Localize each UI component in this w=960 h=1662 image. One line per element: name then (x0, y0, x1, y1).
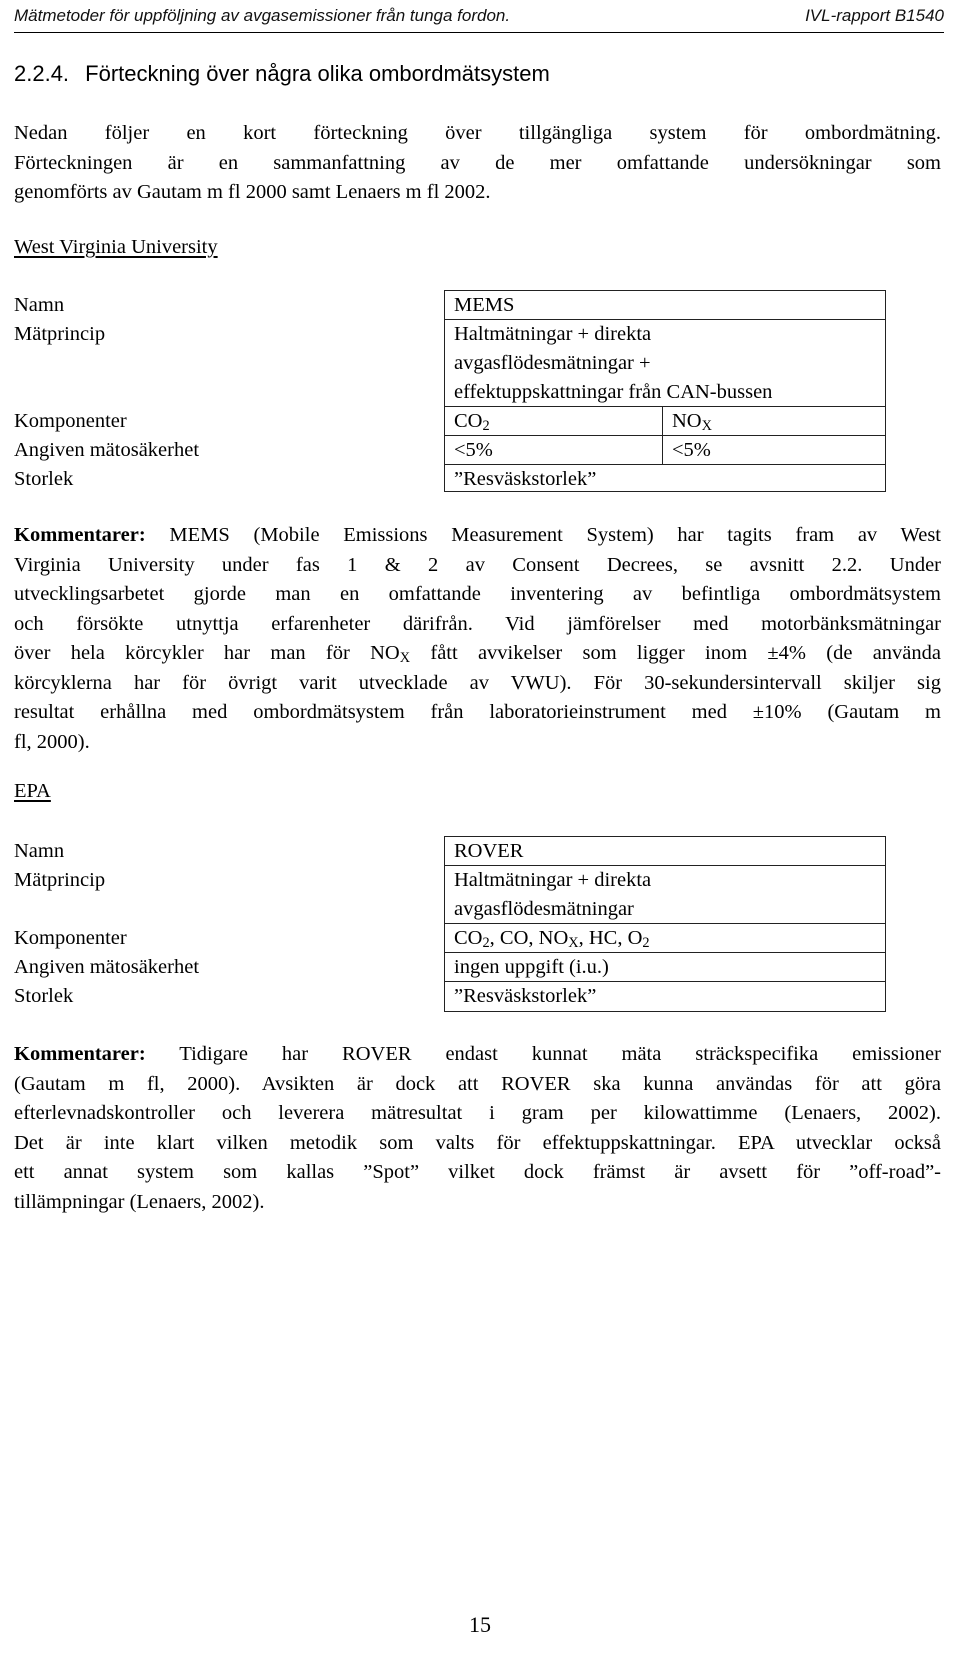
epa-label-namn: Namn (14, 840, 65, 862)
wvu-label-matosakerhet: Angiven mätosäkerhet (14, 439, 200, 461)
wvu-comment-label: Kommentarer: (14, 524, 146, 546)
wvu-comment-line-nox: över hela körcykler har man för $NO_X$ fått avvikelser som ligger inom ±4% (de använda (14, 642, 942, 666)
wvu-matprincip-line: avgasflödesmätningar + (454, 352, 651, 374)
intro-line: Förteckningen är en sammanfattning av de mer omfattande undersökningar som (14, 151, 941, 174)
wvu-label-matprincip: Mätprincip (14, 323, 106, 345)
section-number: 2.2.4. (14, 61, 70, 86)
wvu-comment-line: Virginia University under fas 1 & 2 av Consent Decrees, se avsnitt 2.2. Under (14, 553, 941, 576)
wvu-label-storlek: Storlek (14, 468, 74, 490)
epa-komponenter-value: $CO_2$, CO, $NO_X$, HC, $O_2$ (454, 927, 650, 951)
wvu-storlek-value: ”Resväskstorlek” (454, 468, 597, 490)
wvu-namn-value: MEMS (454, 294, 515, 316)
wvu-osakerhet-co2: <5% (454, 439, 493, 461)
wvu-comment: Kommentarer: MEMS (Mobile Emissions Measurement System) har tagits fram av West Virginia University under fas 1 & 2 av Consent Decrees, se avsnitt 2.2. Under utvecklingsarbetet gjorde man en omfattande inventering av befintliga ombordmätsystem och försökte utnyttja erfarenheter därifrån. Vid jämförelser med motorbänksmätningar över hela körcykler har man för $NO_X$ fått avvikelser som ligger inom ±4% (de använda körcyklerna har för övrigt varit utvecklade av VWU). För 30-sekundersintervall skiljer sig resultat erhållna med ombordmätsystem från laboratorieinstrument med ±10% (Gautam m fl, 2000). (14, 521, 941, 757)
epa-label-matosakerhet: Angiven mätosäkerhet (14, 956, 200, 978)
epa-comment: Kommentarer: Tidigare har ROVER endast kunnat mäta sträckspecifika emissioner (Gautam m fl, 2000). Avsikten är dock att ROVER ska kunna användas för att göra efterlevnadskontroller och leverera mätresultat i gram per kilowattimme (Lenaers, 2002). Det är inte klart vilken metodik som valts för effektuppskattningar. EPA utvecklar också ett annat system som kallas ”Spot” vilket dock främst är avsett för ”off-road”- tillämpningar (Lenaers, 2002). (14, 1040, 941, 1217)
epa-matprincip-line: avgasflödesmätningar (454, 898, 634, 920)
wvu-comment-line: och försökte utnyttja erfarenheter därifrån. Vid jämförelser med motorbänksmätningar (14, 612, 941, 635)
wvu-comment-line: fl, 2000). (14, 730, 90, 753)
wvu-comment-line: utvecklingsarbetet gjorde man en omfattande inventering av befintliga ombordmätsystem (14, 583, 941, 605)
wvu-osakerhet-nox: <5% (672, 439, 711, 461)
wvu-comment-line: körcyklerna har för övrigt varit utvecklade av VWU). För 30-sekundersintervall skiljer sig (14, 671, 941, 694)
epa-heading: EPA (14, 780, 51, 802)
epa-comment-line: efterlevnadskontroller och leverera mätresultat i gram per kilowattimme (Lenaers, 2002). (14, 1102, 941, 1124)
intro-paragraph (14, 119, 941, 208)
wvu-heading: West Virginia University (14, 236, 218, 258)
epa-namn-value: ROVER (454, 840, 524, 862)
section-title: Förteckning över några olika ombordmätsystem (85, 61, 550, 86)
epa-label-storlek: Storlek (14, 985, 74, 1007)
epa-comment-line: Det är inte klart vilken metodik som valts för effektuppskattningar. EPA utvecklar också (14, 1131, 941, 1154)
epa-matosakerhet-value: ingen uppgift (i.u.) (454, 956, 609, 978)
wvu-label-namn: Namn (14, 294, 65, 316)
wvu-matprincip-line: effektuppskattningar från CAN-bussen (454, 381, 773, 403)
wvu-col-divider (662, 406, 663, 464)
epa-matprincip-line: Haltmätningar + direkta (454, 869, 652, 891)
epa-comment-line: (Gautam m fl, 2000). Avsikten är dock att ROVER ska kunna användas för att göra (14, 1072, 941, 1095)
wvu-matprincip-line: Haltmätningar + direkta (454, 323, 652, 345)
wvu-komponent-nox: $NO_X$ (672, 410, 712, 434)
header-title: Mätmetoder för uppföljning av avgasemissioner från tunga fordon. (14, 6, 511, 25)
section-heading (14, 61, 550, 87)
epa-comment-label: Kommentarer: (14, 1043, 146, 1065)
epa-label-matprincip: Mätprincip (14, 869, 106, 891)
epa-label-komponenter: Komponenter (14, 927, 127, 949)
page-header (14, 4, 944, 33)
epa-comment-line: tillämpningar (Lenaers, 2002). (14, 1190, 265, 1213)
wvu-komponent-co2: $CO_2$ (454, 410, 490, 434)
epa-comment-line: ett annat system som kallas ”Spot” vilket dock främst är avsett för ”off-road”- (14, 1161, 941, 1183)
intro-line: genomförts av Gautam m fl 2000 samt Lenaers m fl 2002. (14, 181, 491, 203)
epa-storlek-value: ”Resväskstorlek” (454, 985, 597, 1007)
header-report-id: IVL-rapport B1540 (805, 6, 944, 25)
wvu-comment-line: resultat erhållna med ombordmätsystem från laboratorieinstrument med ±10% (Gautam m (14, 701, 941, 723)
wvu-label-komponenter: Komponenter (14, 410, 127, 432)
page-number: 15 (469, 1612, 491, 1637)
wvu-row-divider (444, 435, 886, 436)
intro-line: Nedan följer en kort förteckning över tillgängliga system för ombordmätning. (14, 122, 941, 144)
